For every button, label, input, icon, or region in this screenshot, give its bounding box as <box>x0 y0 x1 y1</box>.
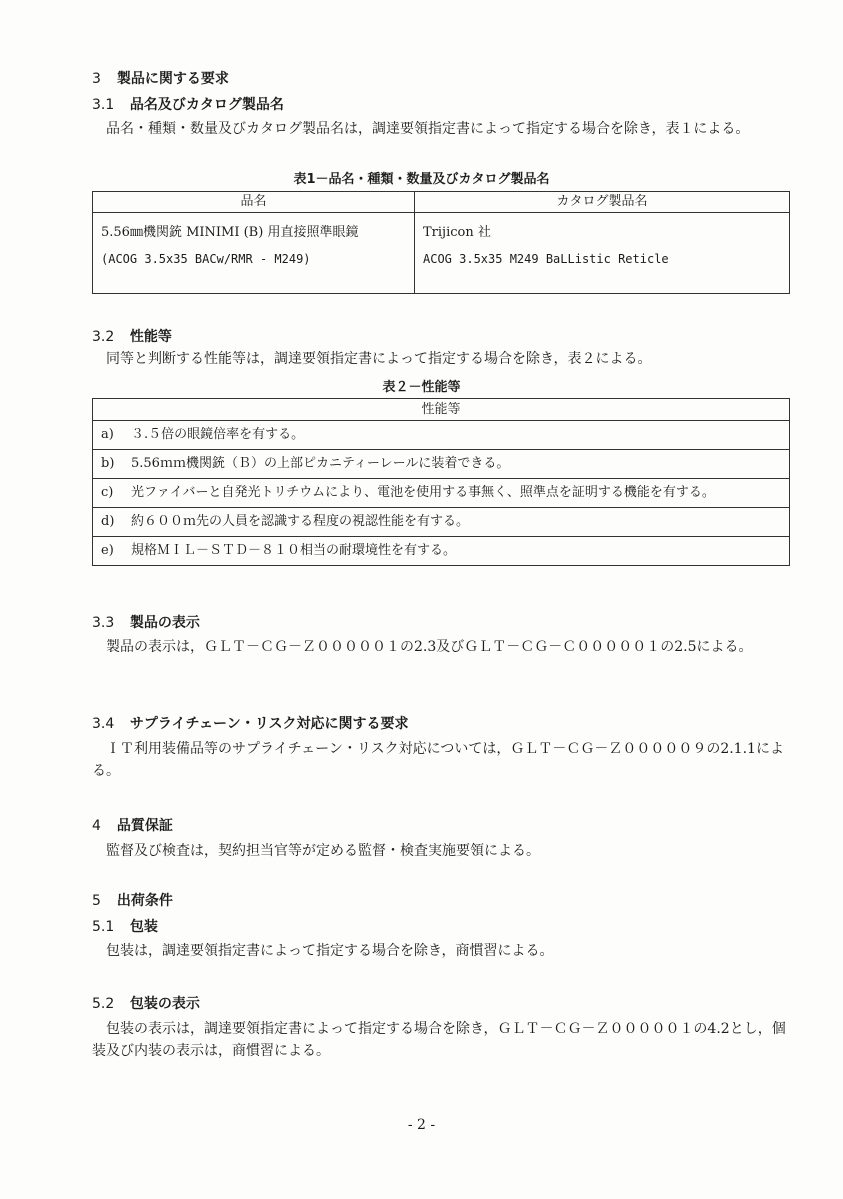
section-heading <box>92 916 158 936</box>
section-text: 監督及び検査は，契約担当官等が定める監督・検査実施要領による。 <box>106 843 540 859</box>
item-text: 約６００ｍ先の人員を認識する程度の視認性能を有する。 <box>131 514 470 529</box>
section-number: 3.2 <box>92 329 115 345</box>
section-number: 3.1 <box>92 97 115 113</box>
catalog-maker: Trijicon 社 <box>423 225 491 240</box>
section-number: 3 <box>92 71 101 87</box>
table1-header-catalog: カタログ製品名 <box>415 192 790 213</box>
catalog-name-cell <box>415 213 790 294</box>
section-text: 同等と判断する性能等は，調達要領指定書によって指定する場合を除き，表２による。 <box>106 351 652 367</box>
table-row <box>93 450 790 479</box>
item-text: ３.５倍の眼鏡倍率を有する。 <box>131 427 305 442</box>
section-number: 5 <box>92 893 101 909</box>
item-text: 規格ＭＩＬ－ＳＴＤ－８１０相当の耐環境性を有する。 <box>131 543 457 558</box>
table1-caption: 表1－品名・種類・数量及びカタログ製品名 <box>293 172 550 187</box>
table-row <box>93 479 790 508</box>
section-title: 出荷条件 <box>116 893 173 909</box>
catalog-product: ACOG 3.5x35 M249 BaLListic Reticle <box>423 252 669 266</box>
section-heading <box>92 68 229 88</box>
item-label: c) <box>101 485 114 500</box>
page-number: - 2 - <box>407 1117 436 1133</box>
item-label: d) <box>101 514 115 529</box>
section-title: 包装 <box>129 919 158 935</box>
table-row <box>93 421 790 450</box>
section-title: 品質保証 <box>116 818 173 834</box>
section-title: 製品に関する要求 <box>116 71 229 87</box>
section-number: 5.2 <box>92 996 115 1012</box>
table1-header-name: 品名 <box>93 192 415 213</box>
item-label: e) <box>101 543 114 558</box>
section-title: サプライチェーン・リスク対応に関する要求 <box>129 716 409 732</box>
section-title: 品名及びカタログ製品名 <box>129 97 284 113</box>
table-row <box>93 508 790 537</box>
section-text: 包装は，調達要領指定書によって指定する場合を除き，商慣習による。 <box>106 943 554 959</box>
table2-caption: 表２－性能等 <box>382 380 461 395</box>
item-label: b) <box>101 456 115 471</box>
section-heading <box>92 326 172 346</box>
section-text: 品名・種類・数量及びカタログ製品名は，調達要領指定書によって指定する場合を除き，表１による。 <box>106 121 750 137</box>
section-number: 3.3 <box>92 615 115 631</box>
table2-header: 性能等 <box>93 399 790 421</box>
section-text: 製品の表示は，ＧＬＴ－ＣＧ－Ｚ０００００１の2.3及びＧＬＴ－ＣＧ－Ｃ０００００１の2.5による。 <box>106 639 753 655</box>
product-name-cell <box>93 213 415 294</box>
section-number: 5.1 <box>92 919 115 935</box>
performance-table <box>92 398 790 566</box>
item-label: a) <box>101 427 114 442</box>
section-heading <box>92 612 200 632</box>
section-title: 包装の表示 <box>129 996 200 1012</box>
table-row <box>93 537 790 566</box>
section-heading <box>92 890 173 910</box>
section-heading <box>92 993 200 1013</box>
section-title: 製品の表示 <box>129 615 200 631</box>
table-row <box>93 213 790 294</box>
section-text: ＩＴ利用装備品等のサプライチェーン・リスク対応については，ＧＬＴ－ＣＧ－Ｚ０００００９の2.1.1による。 <box>92 741 784 779</box>
item-text: 5.56ｍｍ機関銃（Ｂ）の上部ピカニティーレールに装着できる。 <box>131 456 510 471</box>
section-heading <box>92 713 408 733</box>
section-text: 包装の表示は，調達要領指定書によって指定する場合を除き，ＧＬＴ－ＣＧ－Ｚ０００００１の4.2とし，個装及び内装の表示は，商慣習による。 <box>92 1021 786 1059</box>
product-name-table <box>92 191 790 294</box>
product-name: 5.56㎜機関銃 MINIMI (B) 用直接照準眼鏡 <box>101 225 359 240</box>
section-title: 性能等 <box>129 329 172 345</box>
product-model: (ACOG 3.5x35 BACw/RMR - M249) <box>101 252 311 266</box>
section-number: 3.4 <box>92 716 115 732</box>
section-heading <box>92 94 284 114</box>
section-number: 4 <box>92 818 101 834</box>
section-heading <box>92 815 173 835</box>
item-text: 光ファイバーと自発光トリチウムにより、電池を使用する事無く、照準点を証明する機能を有する。 <box>131 485 715 500</box>
